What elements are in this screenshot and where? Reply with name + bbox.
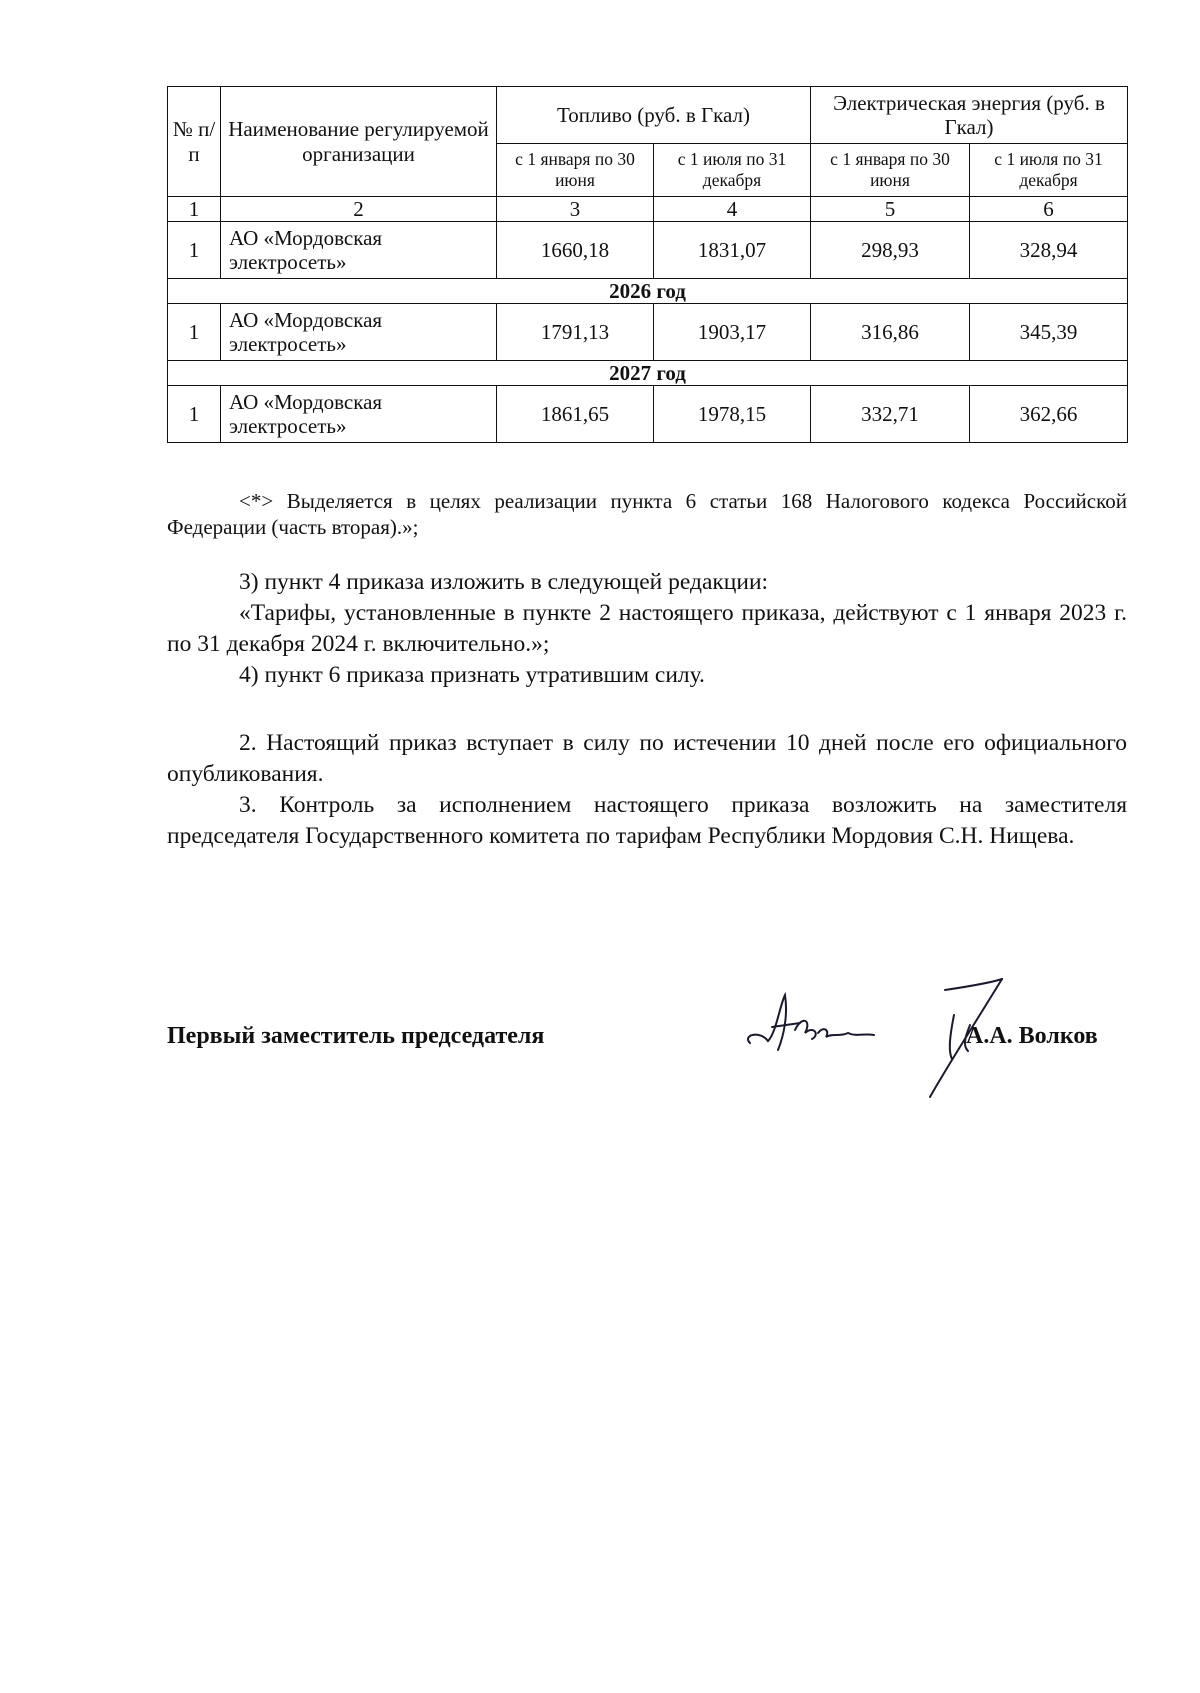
row-org: АО «Мордовская электросеть» [221, 222, 497, 279]
row-el-h2: 362,66 [970, 386, 1128, 443]
row-el-h2: 328,94 [970, 222, 1128, 279]
header-fuel-period1: с 1 января по 30 июня [497, 144, 654, 197]
row-fuel-h1: 1861,65 [497, 386, 654, 443]
row-fuel-h1: 1791,13 [497, 304, 654, 361]
header-electric: Электрическая энергия (руб. в Гкал) [811, 87, 1128, 144]
row-fuel-h2: 1831,07 [654, 222, 811, 279]
column-number: 2 [221, 197, 497, 222]
row-el-h2: 345,39 [970, 304, 1128, 361]
row-org: АО «Мордовская электросеть» [221, 304, 497, 361]
row-el-h1: 298,93 [811, 222, 970, 279]
paragraph: 3. Контроль за исполнением настоящего приказа возложить на заместителя председателя Государственного комитета по тарифам Республики Мордовия С.Н. Нищева. [167, 792, 1127, 849]
header-name: Наименование регулируемой организации [221, 87, 497, 197]
header-fuel: Топливо (руб. в Гкал) [497, 87, 811, 144]
paragraph: 2. Настоящий приказ вступает в силу по истечении 10 дней после его официального опубликования. [167, 730, 1127, 787]
header-num: № п/п [168, 87, 221, 197]
row-fuel-h2: 1978,15 [654, 386, 811, 443]
column-number: 1 [168, 197, 221, 222]
year-label: 2027 год [168, 361, 1128, 386]
signatory-title: Первый заместитель председателя [167, 1023, 545, 1049]
header-electric-period1: с 1 января по 30 июня [811, 144, 970, 197]
year-row [168, 361, 1128, 386]
table-row [168, 222, 1128, 279]
header-electric-period2: с 1 июля по 31 декабря [970, 144, 1128, 197]
row-org: АО «Мордовская электросеть» [221, 386, 497, 443]
column-number-row [168, 197, 1128, 222]
footnote [167, 488, 1127, 540]
amendments-block [167, 567, 1127, 691]
year-label: 2026 год [168, 279, 1128, 304]
table-row [168, 386, 1128, 443]
row-num: 1 [168, 304, 221, 361]
tariff-table [167, 86, 1128, 443]
row-num: 1 [168, 386, 221, 443]
row-fuel-h1: 1660,18 [497, 222, 654, 279]
row-el-h1: 332,71 [811, 386, 970, 443]
column-number: 5 [811, 197, 970, 222]
footnote-text: <*> Выделяется в целях реализации пункта 6 статьи 168 Налогового кодекса Российской Федерации (часть вторая).»; [167, 489, 1127, 539]
table-row [168, 304, 1128, 361]
paragraph: 3) пункт 4 приказа изложить в следующей редакции: [239, 569, 769, 595]
signatory-name: А.А. Волков [966, 1023, 1098, 1049]
column-number: 4 [654, 197, 811, 222]
closing-block [167, 728, 1127, 852]
paragraph: «Тарифы, установленные в пункте 2 настоящего приказа, действуют с 1 января 2023 г. по 31 декабря 2024 г. включительно.»; [167, 600, 1127, 657]
header-fuel-period2: с 1 июля по 31 декабря [654, 144, 811, 197]
row-num: 1 [168, 222, 221, 279]
column-number: 3 [497, 197, 654, 222]
paragraph: 4) пункт 6 приказа признать утратившим силу. [239, 662, 705, 688]
table-header-row [168, 87, 1128, 144]
row-fuel-h2: 1903,17 [654, 304, 811, 361]
column-number: 6 [970, 197, 1128, 222]
year-row [168, 279, 1128, 304]
row-el-h1: 316,86 [811, 304, 970, 361]
